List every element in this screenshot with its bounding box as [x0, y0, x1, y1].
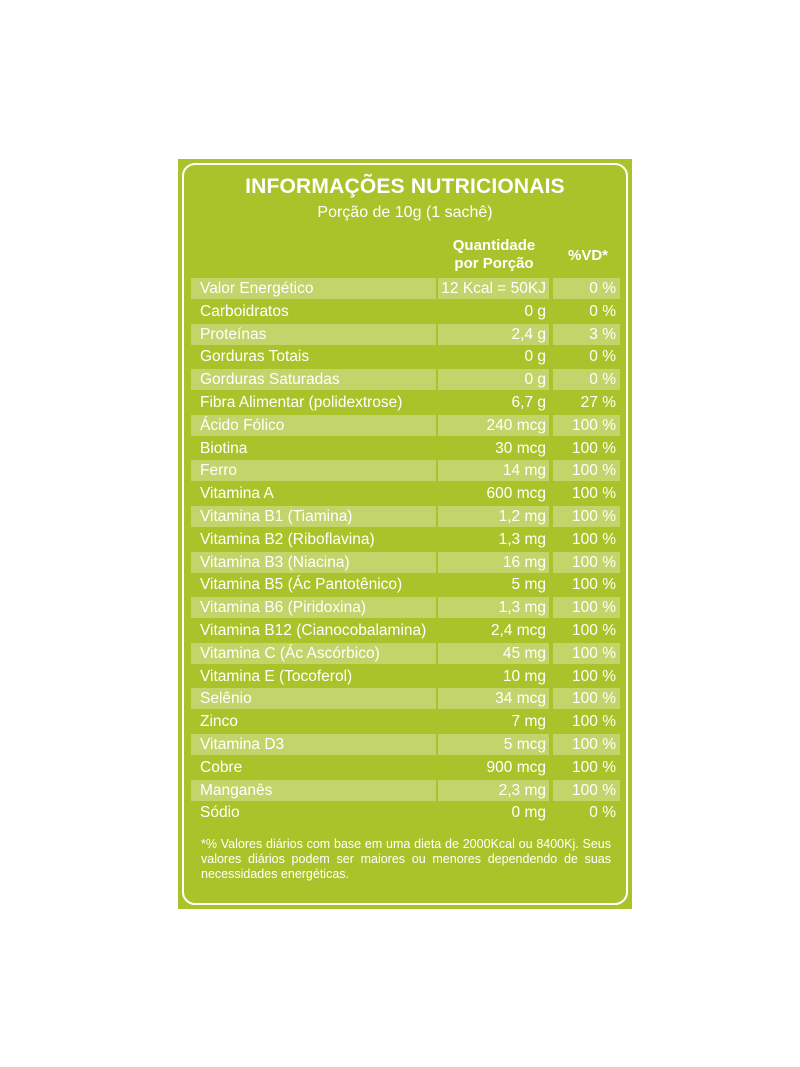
nutrient-quantity: 10 mg	[502, 667, 546, 685]
nutrient-quantity: 6,7 g	[511, 393, 546, 411]
nutrient-quantity: 900 mcg	[486, 758, 546, 776]
nutrient-name: Vitamina B6 (Piridoxina)	[191, 597, 436, 618]
nutrient-daily-value: 100 %	[572, 758, 616, 776]
nutrient-quantity: 16 mg	[438, 552, 549, 573]
table-row	[191, 529, 620, 550]
nutrient-name: Vitamina B3 (Niacina)	[191, 552, 436, 573]
nutrient-name: Vitamina B12 (Cianocobalamina)	[200, 621, 427, 639]
nutrient-name: Sódio	[200, 804, 240, 822]
nutrient-name: Manganês	[191, 780, 436, 801]
table-row	[191, 346, 620, 367]
nutrient-quantity: 0 g	[524, 302, 546, 320]
table-row	[191, 620, 620, 641]
nutrient-daily-value: 100 %	[553, 506, 620, 527]
nutrient-name: Zinco	[200, 713, 238, 731]
table-row	[191, 460, 620, 481]
quantity-column-header: Quantidade por Porção	[452, 237, 536, 272]
nutrient-daily-value: 100 %	[572, 621, 616, 639]
nutrient-quantity: 14 mg	[438, 460, 549, 481]
nutrient-name: Ácido Fólico	[191, 415, 436, 436]
nutrient-quantity: 2,4 g	[438, 324, 549, 345]
nutrient-quantity: 1,3 mg	[498, 530, 546, 548]
nutrient-daily-value: 100 %	[553, 780, 620, 801]
nutrient-quantity: 7 mg	[511, 713, 546, 731]
nutrient-quantity: 0 g	[524, 348, 546, 366]
nutrient-daily-value: 0 %	[553, 369, 620, 390]
table-row	[191, 643, 620, 664]
nutrient-daily-value: 100 %	[553, 415, 620, 436]
table-row	[191, 711, 620, 732]
nutrient-daily-value: 100 %	[553, 597, 620, 618]
nutrient-daily-value: 100 %	[553, 643, 620, 664]
nutrient-name: Biotina	[200, 439, 248, 457]
nutrient-quantity: 2,3 mg	[438, 780, 549, 801]
nutrient-name: Vitamina D3	[191, 734, 436, 755]
table-row	[191, 392, 620, 413]
nutrient-quantity: 0 g	[438, 369, 549, 390]
nutrient-daily-value: 27 %	[580, 393, 616, 411]
nutrient-quantity: 2,4 mcg	[490, 621, 546, 639]
table-row	[191, 688, 620, 709]
nutrient-daily-value: 100 %	[553, 460, 620, 481]
table-row	[191, 574, 620, 595]
nutrient-name: Vitamina E (Tocoferol)	[200, 667, 353, 685]
nutrient-daily-value: 100 %	[572, 576, 616, 594]
daily-value-column-header: %VD*	[567, 247, 608, 264]
nutrient-daily-value: 100 %	[572, 713, 616, 731]
nutrient-name: Ferro	[191, 460, 436, 481]
nutrient-name: Valor Energético	[191, 278, 436, 299]
nutrient-daily-value: 100 %	[572, 485, 616, 503]
nutrient-quantity: 12 Kcal = 50KJ	[438, 278, 549, 299]
nutrient-name: Cobre	[200, 758, 243, 776]
nutrient-daily-value: 100 %	[572, 439, 616, 457]
nutrient-daily-value: 0 %	[589, 804, 616, 822]
nutrient-name: Proteínas	[191, 324, 436, 345]
nutrient-name: Gorduras Totais	[200, 348, 310, 366]
nutrient-daily-value: 100 %	[553, 734, 620, 755]
nutrient-name: Vitamina C (Ác Ascórbico)	[191, 643, 436, 664]
nutrient-quantity: 5 mcg	[438, 734, 549, 755]
nutrition-facts-panel	[178, 159, 632, 909]
nutrient-daily-value: 100 %	[572, 530, 616, 548]
nutrient-daily-value: 0 %	[589, 348, 616, 366]
nutrient-quantity: 5 mg	[511, 576, 546, 594]
label-title: INFORMAÇÕES NUTRICIONAIS	[245, 175, 565, 198]
table-row	[191, 734, 620, 755]
nutrient-name: Carboidratos	[200, 302, 289, 320]
nutrient-name: Gorduras Saturadas	[191, 369, 436, 390]
table-row	[191, 597, 620, 618]
nutrient-quantity: 30 mcg	[495, 439, 546, 457]
nutrient-daily-value: 0 %	[589, 302, 616, 320]
table-row	[191, 369, 620, 390]
nutrient-quantity: 0 mg	[511, 804, 546, 822]
table-row	[191, 438, 620, 459]
table-row	[191, 301, 620, 322]
nutrient-name: Vitamina A	[200, 485, 274, 503]
nutrient-daily-value: 100 %	[553, 552, 620, 573]
nutrient-name: Vitamina B1 (Tiamina)	[191, 506, 436, 527]
table-row	[191, 666, 620, 687]
table-row	[191, 757, 620, 778]
nutrient-daily-value: 100 %	[572, 667, 616, 685]
table-row	[191, 802, 620, 823]
table-row	[191, 780, 620, 801]
table-row	[191, 506, 620, 527]
nutrient-quantity: 1,3 mg	[438, 597, 549, 618]
nutrient-daily-value: 3 %	[553, 324, 620, 345]
nutrient-name: Vitamina B2 (Riboflavina)	[200, 530, 375, 548]
nutrient-name: Fibra Alimentar (polidextrose)	[200, 393, 403, 411]
serving-size: Porção de 10g (1 sachê)	[317, 204, 493, 221]
nutrient-table	[191, 278, 620, 825]
table-row	[191, 483, 620, 504]
nutrient-quantity: 34 mcg	[438, 688, 549, 709]
table-row	[191, 415, 620, 436]
nutrient-daily-value: 0 %	[553, 278, 620, 299]
table-row	[191, 552, 620, 573]
table-row	[191, 278, 620, 299]
nutrient-quantity: 240 mcg	[438, 415, 549, 436]
nutrient-name: Vitamina B5 (Ác Pantotênico)	[200, 576, 403, 594]
table-row	[191, 324, 620, 345]
nutrient-quantity: 45 mg	[438, 643, 549, 664]
nutrient-quantity: 1,2 mg	[438, 506, 549, 527]
nutrient-name: Selênio	[191, 688, 436, 709]
daily-value-footnote: *% Valores diários com base em uma dieta de 2000Kcal ou 8400Kj. Seus valores diários podem ser maiores ou menores dependendo de suas necessidades energéticas.	[201, 837, 611, 881]
nutrient-daily-value: 100 %	[553, 688, 620, 709]
nutrient-quantity: 600 mcg	[486, 485, 546, 503]
